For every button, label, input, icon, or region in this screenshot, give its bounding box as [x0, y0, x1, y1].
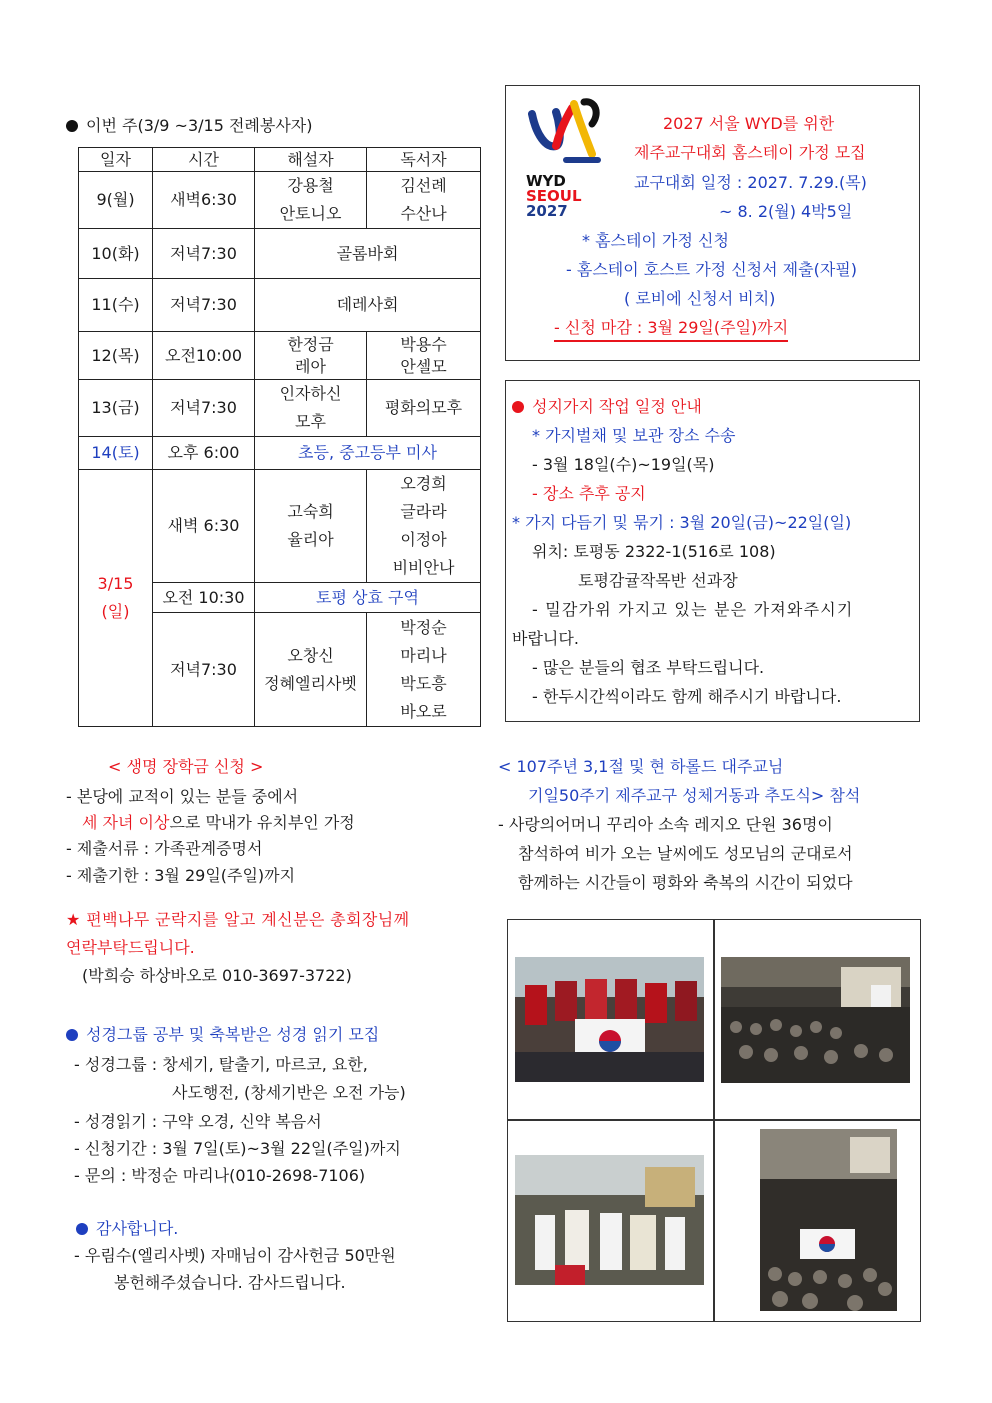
- commentator-name: 고숙희: [287, 502, 334, 521]
- cell-date-sunday: [79, 470, 153, 727]
- wyd-logo-icon: [526, 94, 606, 174]
- cell-reader: 평화의모후: [367, 380, 481, 437]
- bullet-icon: [512, 401, 524, 413]
- wyd-item-apply: * 홈스테이 가정 신청: [582, 231, 729, 250]
- event-line: - 사랑의어머니 꾸리아 소속 레지오 단원 36명이: [498, 815, 833, 834]
- palm-line: 위치: 토평동 2322-1(516로 108): [532, 542, 776, 561]
- palm-line: - 많은 분들의 협조 부탁드립니다.: [532, 658, 765, 677]
- wyd-dates-line1: 교구대회 일정 : 2027. 7.29.(목): [634, 173, 867, 192]
- photo-image: [515, 1155, 704, 1285]
- cell-commentator: [255, 332, 367, 380]
- cell-group: 토평 상효 구역: [255, 583, 481, 613]
- reader-name: 박용수: [400, 334, 447, 354]
- header-reader: 독서자: [367, 148, 481, 172]
- reader-name: 이정아: [400, 530, 447, 549]
- bible-line: - 성경그룹 : 창세기, 탈출기, 마르코, 요한,: [74, 1055, 368, 1074]
- cell-time: 오전 10:30: [153, 583, 255, 613]
- commentator-name: 강용철: [287, 176, 334, 195]
- header-date: 일자: [79, 148, 153, 172]
- cell-date: 10(화): [79, 229, 153, 279]
- cell-commentator: [255, 172, 367, 229]
- bible-line: 사도행전, (창세기반은 오전 가능): [172, 1083, 406, 1102]
- schedule-heading-text: 이번 주(3/9 ~3/15 전례봉사자): [86, 116, 313, 135]
- reader-name: 박정순: [400, 617, 447, 637]
- scholarship-title: < 생명 장학금 신청 >: [108, 757, 264, 776]
- scholarship-line: - 제출서류 : 가족관계증명서: [66, 839, 263, 858]
- reader-name: 오경희: [400, 474, 447, 493]
- reader-baptismal: 안셀모: [400, 356, 447, 376]
- cypress-notice-line2: 연락부탁드립니다.: [66, 938, 195, 957]
- sunday-weekday: (일): [101, 602, 130, 621]
- reader-baptismal: 바오로: [400, 701, 447, 721]
- bullet-icon: [66, 120, 78, 132]
- table-row: [79, 172, 481, 229]
- cell-commentator: [255, 470, 367, 583]
- table-row: [79, 279, 481, 332]
- scholarship-line-rest: 으로 막내가 유치부인 가정: [169, 813, 355, 832]
- table-row: [79, 380, 481, 437]
- commentator-name: 한정금: [287, 334, 334, 354]
- thanks-line: - 우림수(엘리사벳) 자매님이 감사헌금 50만원: [74, 1246, 396, 1265]
- logo-seoul-text: SEOUL: [526, 187, 582, 205]
- wyd-homestay-box: [505, 85, 920, 361]
- bullet-icon: [66, 1029, 78, 1041]
- reader-baptismal: 글라라: [400, 502, 447, 521]
- palm-line: * 가지벌채 및 보관 장소 수송: [532, 426, 736, 445]
- event-title-line1: < 107주년 3,1절 및 현 하롤드 대주교님: [498, 757, 784, 776]
- palm-line: - 밀감가위 가지고 있는 분은 가져와주시기: [532, 600, 854, 619]
- scholarship-highlight: 세 자녀 이상: [82, 813, 170, 832]
- cell-time: 오후 6:00: [153, 437, 255, 470]
- event-title-line2: 기일50주기 제주교구 성체거동과 추도식> 참석: [528, 786, 861, 805]
- wyd-deadline: - 신청 마감 : 3월 29일(주일)까지: [554, 318, 788, 342]
- commentator-name: 오창신: [287, 645, 334, 665]
- reader-baptismal: 수산나: [400, 204, 447, 223]
- palm-branch-box: [505, 380, 920, 722]
- header-commentator: 해설자: [255, 148, 367, 172]
- palm-title-text: 성지가지 작업 일정 안내: [532, 397, 702, 416]
- bullet-icon: [76, 1223, 88, 1235]
- logo-year-text: 2027: [526, 202, 568, 220]
- photo-image: [721, 957, 910, 1083]
- reader-baptismal: 비비안나: [392, 558, 455, 577]
- header-time: 시간: [153, 148, 255, 172]
- table-row: [79, 470, 481, 583]
- scholarship-line: - 본당에 교적이 있는 분들 중에서: [66, 787, 299, 806]
- wyd-item-submit: - 홈스테이 호스트 가정 신청서 제출(자필): [566, 260, 857, 279]
- event-line: 참석하여 비가 오는 날씨에도 성모님의 군대로서: [518, 844, 853, 863]
- table-row: [79, 437, 481, 470]
- palm-line: * 가지 다듬기 및 묶기 : 3월 20일(금)~22일(일): [512, 513, 852, 532]
- bible-title-text: 성경그룹 공부 및 축복받은 성경 읽기 모집: [86, 1025, 380, 1044]
- commentator-baptismal: 정혜엘리사벳: [264, 673, 357, 693]
- cell-commentator: [255, 380, 367, 437]
- event-photo-hall: [721, 957, 910, 1083]
- cell-date: 14(토): [79, 437, 153, 470]
- palm-line: 바랍니다.: [512, 629, 579, 648]
- bible-line: - 문의 : 박정순 마리나(010-2698-7106): [74, 1166, 366, 1185]
- cypress-notice-line1: ★ 편백나무 군락지를 알고 계신분은 총회장님께: [66, 910, 410, 929]
- table-row: [79, 332, 481, 380]
- commentator-baptismal: 모후: [295, 412, 326, 431]
- cell-date: 9(월): [79, 172, 153, 229]
- cell-time: 새벽 6:30: [153, 470, 255, 583]
- logo-wyd-text: WYD: [526, 172, 566, 190]
- wyd-dates-line2: ~ 8. 2(월) 4박5일: [719, 202, 853, 221]
- event-photo-procession: [515, 1155, 704, 1285]
- reader-name: 김선례: [400, 176, 447, 195]
- event-line: 함께하는 시간들이 평화와 축복의 시간이 되었다: [518, 873, 853, 892]
- commentator-baptismal: 레아: [295, 356, 326, 376]
- cell-group: 초등, 중고등부 미사: [255, 437, 481, 470]
- cell-time: 저녁7:30: [153, 279, 255, 332]
- cypress-contact: (박희승 하상바오로 010-3697-3722): [82, 966, 352, 985]
- table-row: [79, 229, 481, 279]
- cell-time: 저녁7:30: [153, 380, 255, 437]
- cell-time: 저녁7:30: [153, 229, 255, 279]
- cell-date: 12(목): [79, 332, 153, 380]
- liturgy-schedule-table: [78, 147, 481, 727]
- bible-line: - 성경읽기 : 구약 오경, 신약 복음서: [74, 1112, 322, 1131]
- cell-reader: [367, 470, 481, 583]
- cell-reader: [367, 332, 481, 380]
- photo-image: [515, 957, 704, 1082]
- bible-line: - 신청기간 : 3월 7일(토)~3월 22일(주일)까지: [74, 1139, 401, 1158]
- schedule-heading: [66, 116, 312, 136]
- thanks-title-text: 감사합니다.: [96, 1219, 179, 1238]
- cell-date: 13(금): [79, 380, 153, 437]
- commentator-name: 인자하신: [279, 384, 342, 403]
- cell-group: 골롬바회: [255, 229, 481, 279]
- event-photo-flags: [515, 957, 704, 1082]
- palm-line: - 장소 추후 공지: [532, 484, 646, 503]
- palm-line: - 3월 18일(수)~19일(목): [532, 455, 715, 474]
- scholarship-line: [82, 813, 355, 833]
- palm-line: - 한두시간씩이라도 함께 해주시기 바랍니다.: [532, 687, 842, 706]
- wyd-logo: [526, 94, 606, 220]
- cell-time: 오전10:00: [153, 332, 255, 380]
- palm-title: [512, 397, 702, 417]
- cell-time: 저녁7:30: [153, 613, 255, 727]
- event-photo-indoor-flag: [760, 1129, 897, 1311]
- cell-reader: [367, 172, 481, 229]
- reader-name: 박도흥: [400, 673, 447, 693]
- wyd-title-line1: 2027 서울 WYD를 위한: [663, 114, 835, 133]
- commentator-baptismal: 안토니오: [279, 204, 342, 223]
- cell-date: 11(수): [79, 279, 153, 332]
- reader-baptismal: 마리나: [400, 645, 447, 665]
- thanks-title: [76, 1219, 178, 1239]
- commentator-baptismal: 율리아: [287, 530, 334, 549]
- cell-time: 새벽6:30: [153, 172, 255, 229]
- bible-title: [66, 1025, 379, 1045]
- cell-reader: [367, 613, 481, 727]
- wyd-item-lobby: ( 로비에 신청서 비치): [624, 289, 776, 308]
- sunday-date: 3/15: [97, 574, 134, 593]
- photo-image: [760, 1129, 897, 1311]
- table-header-row: [79, 148, 481, 172]
- cell-commentator: [255, 613, 367, 727]
- wyd-title-line2: 제주교구대회 홈스테이 가정 모집: [634, 143, 866, 162]
- thanks-line: 봉헌해주셨습니다. 감사드립니다.: [114, 1273, 346, 1292]
- palm-line: 토평감귤작목반 선과장: [578, 571, 738, 590]
- cell-group: 데레사회: [255, 279, 481, 332]
- scholarship-line: - 제출기한 : 3월 29일(주일)까지: [66, 866, 296, 885]
